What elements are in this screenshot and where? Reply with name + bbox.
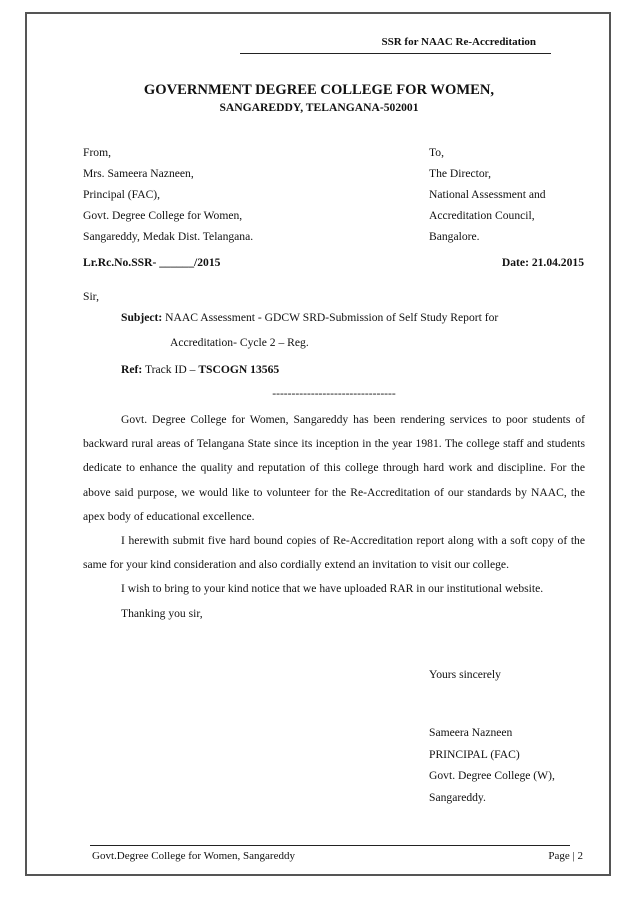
to-line: Accreditation Council, — [429, 209, 535, 222]
letter-body — [83, 287, 585, 626]
subject-label: Subject: — [121, 311, 163, 324]
college-title: GOVERNMENT DEGREE COLLEGE FOR WOMEN, — [143, 82, 495, 98]
footer-rule — [90, 845, 570, 846]
from-address — [83, 142, 253, 247]
subject-continuation: Accreditation- Cycle 2 – Reg. — [170, 336, 309, 349]
signature-line: PRINCIPAL (FAC) — [429, 747, 520, 761]
footer-college-name: Govt.Degree College for Women, Sangareddy — [92, 850, 295, 862]
to-line: National Assessment and — [429, 188, 546, 201]
paragraph-intro: Govt. Degree College for Women, Sangareddy has been rendering services to poor students of backward rural areas of Telangana State since its inception in the year 1981. The college staff and students dedicate to enhance the quality and reputation of this college through hard work and discipline. For the above said purpose, we would like to volunteer for the Re-Accreditation of our standards by NAAC, the apex body of educational excellence. — [83, 413, 585, 523]
closing: Yours sincerely — [429, 668, 501, 681]
to-line: To, — [429, 146, 444, 159]
from-line: Govt. Degree College for Women, — [83, 209, 243, 222]
to-address — [429, 142, 546, 247]
paragraph-submission: I herewith submit five hard bound copies of Re-Accreditation report along with a soft copy of the same for your kind consideration and also cordially extend an invitation to visit our college. — [83, 534, 585, 572]
running-header: SSR for NAAC Re-Accreditation — [381, 36, 536, 48]
signature-block — [429, 722, 555, 809]
ref-line — [83, 359, 585, 381]
subject-line — [83, 307, 585, 329]
subject-text: NAAC Assessment - GDCW SRD-Submission of Self Study Report for — [165, 311, 499, 324]
signature-line: Sameera Nazneen — [429, 726, 513, 739]
from-line: Mrs. Sameera Nazneen, — [83, 167, 194, 180]
ref-text: Track ID – — [144, 363, 199, 376]
signature-line: Sangareddy. — [429, 791, 486, 805]
from-line: Sangareddy, Medak Dist. Telangana. — [83, 230, 254, 243]
letter-date: Date: 21.04.2015 — [501, 256, 584, 269]
paragraph-website: I wish to bring to your kind notice that we have uploaded RAR in our institutional website. — [121, 582, 544, 596]
from-line: From, — [83, 146, 112, 159]
to-line: Bangalore. — [429, 230, 480, 243]
header-rule — [240, 53, 551, 54]
ref-label: Ref: — [121, 363, 143, 376]
to-line: The Director, — [429, 167, 491, 180]
from-line: Principal (FAC), — [83, 188, 161, 201]
letter-reference-number: Lr.Rc.No.SSR- ______/2015 — [83, 256, 221, 269]
signature-line: Govt. Degree College (W), — [429, 769, 555, 783]
divider: -------------------------------- — [272, 387, 396, 400]
footer-page-number: Page | 2 — [548, 850, 583, 862]
thanking-line: Thanking you sir, — [121, 606, 203, 620]
college-address: SANGAREDDY, TELANGANA-502001 — [219, 101, 419, 114]
track-id: TSCOGN 13565 — [198, 363, 280, 376]
salutation: Sir, — [83, 290, 99, 303]
